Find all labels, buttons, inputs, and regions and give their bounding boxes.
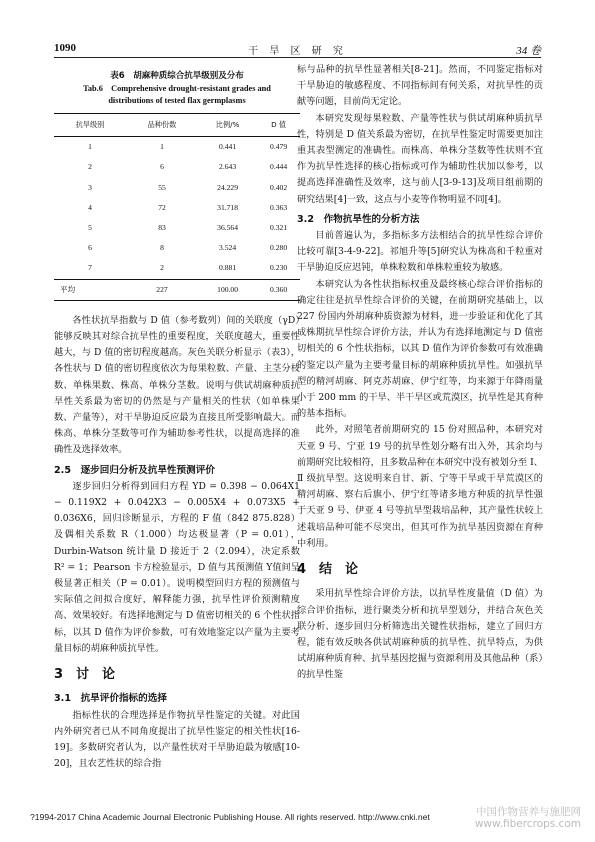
table-cell: 0.479: [270, 142, 288, 152]
table-cell: 72: [158, 202, 166, 212]
table-cell: 36.564: [217, 223, 239, 233]
table-row: [54, 218, 300, 238]
column-header: D 值: [257, 114, 300, 137]
column-header: 品种份数: [126, 114, 198, 137]
table-row: [54, 178, 300, 198]
page-number: 1090: [54, 42, 76, 54]
table-cell: 5: [88, 223, 92, 233]
table-cell: 0.280: [270, 243, 288, 253]
copyright-footer: ?1994-2017 China Academic Journal Electronic Publishing House. All rights reserved. http://www.cnki.net: [30, 812, 430, 822]
table-cell: 0.360: [257, 279, 300, 300]
header-rule: [54, 57, 541, 58]
table-cell: 4: [88, 202, 92, 212]
section-heading-3: 3 讨 论: [54, 667, 116, 683]
watermark-url: www.fibercrops.com: [474, 818, 581, 830]
table-cell: 平均: [54, 279, 126, 300]
table-row: [54, 198, 300, 218]
table-cell: 0.402: [270, 182, 288, 192]
table-cell: 0.881: [219, 263, 237, 273]
table-cell: 0.441: [219, 142, 237, 152]
paragraph: 本研究发现每果粒数、产量等性状与供试胡麻种质抗旱性，特别是 D 值关系最为密切，在抗旱性鉴定时需要更加注重其表型测定的准确性。而株高、单株分茎数等性状则不宜作为抗旱性选择的核心指标或可作为辅助性状加以参考，以提高选择准确性及效率，这与前人[3-9-13]及项目组前期的研究结果[4]一致，这点与小麦等作物明显不同[4]。: [297, 112, 543, 205]
table-header-row: [54, 114, 300, 137]
table-cell: 2: [160, 263, 164, 273]
paragraph: 各性状抗旱指数与 D 值（参考数列）间的关联度（γD）能够反映其对综合抗旱性的重要程度，关联度越大，重要性越大，与 D 值的密切程度越高。灰色关联分析显示（表3），各性状与 D 值的密切程度依次为每果粒数、产量、主茎分枝数、单株果数、株高、单株分茎数。说明与供试胡麻种质抗旱性关系最为密切的仍然是与产量相关的性状（如单株果数、产量等），对干旱胁迫反应最为直接且所受影响最大。而株高、单株分茎数等可作为辅助参考性状，以提高选择的准确性及选择效率。: [54, 314, 300, 456]
table-average-row: [54, 279, 300, 300]
column-header: 抗旱级别: [54, 114, 126, 137]
table-cell: 24.229: [217, 182, 239, 192]
paragraph: 本研究认为各性状指标权重及最终核心综合评价指标的确定往往是抗旱性综合评价的关键，在前期研究基础上，以 227 份国内外胡麻种质资源为材料，进一步验证和优化了其成株期抗旱性综合评价方法，并认为有选择地测定与 D 值密切相关的 6 个性状指标，以其 D 值作为评价参数可有效准确的鉴定以产量为主要考量目标的胡麻种质抗旱性。如强抗旱型的精河胡麻、阿克苏胡麻、伊宁红等，均来源于年降雨量小于 200 mm 的干旱、半干旱区或荒漠区，抗旱性是其育种的基本指标。: [297, 278, 543, 420]
table-cell: 83: [158, 223, 166, 233]
table-cell: 0.363: [270, 202, 288, 212]
table-cell: 8: [160, 243, 164, 253]
table-row: [54, 137, 300, 158]
table-cell: 31.718: [217, 202, 239, 212]
running-header: [54, 38, 541, 56]
paragraph: 逐步回归分析得到回归方程 YD = 0.398 − 0.064X1 − 0.119X2 + 0.042X3 − 0.005X4 + 0.073X5 + 0.036X6，回归诊断显示，方程的 F 值（842 875.828）及偶相关系数 R（1.000）均达极显著（P = 0.01），Durbin-Watson 统计量 D 接近于 2（2.094），决定系数 R² = 1；Pearson 卡方检验显示，D 值与其预测值 Y值间呈极显著正相关（P = 0.01）。说明模型回归方程的预测值与实际值之间拟合度好，解释能力强，抗旱性评价预测精度高、效果较好。有选择地测定与 D 值密切相关的 6 个性状指标，以其 D 值作为评价参数，可有效地鉴定以产量为主要考量目标的胡麻种质抗旱性。: [54, 480, 300, 654]
section-heading-2-5: 2.5 逐步回归分析及抗旱性预测评价: [54, 464, 215, 476]
journal-title: 干 旱 区 研 究: [248, 46, 347, 57]
volume-label: 34 卷: [516, 45, 541, 57]
watermark-cn: 中国作物营养与施肥网: [476, 806, 581, 818]
table-cell: 6: [88, 243, 92, 253]
section-heading-4: 4 结 论: [297, 562, 359, 578]
table-caption-cn: 表6 胡麻种质综合抗旱级别及分布: [110, 71, 244, 81]
paragraph: 采用抗旱性综合评价方法，以抗旱性度量值（D 值）为综合评价指标，进行聚类分析和抗旱型划分，并结合灰色关联分析、逐步回归分析筛选出关键性状指标，建立了回归方程，能有效反映各供试胡麻种质的抗旱性、抗旱特点，为供试胡麻种质育种、抗旱基因挖掘与资源利用及其他品种（系）的抗旱性鉴: [297, 588, 543, 681]
paragraph: 此外，对照笔者前期研究的 15 份对照品种，本研究对天亚 9 号、宁亚 19 号的抗旱性划分略有出入外，其余均与前期研究比较相符，且多数品种在本研究中没有被划分至 Ⅰ、Ⅱ 级抗旱型。这说明来自甘、新、宁等干旱或干旱荒漠区的精河胡麻、察右后旗小、伊宁红等诸多地方种质的抗旱性强于天亚 9 号、伊亚 4 号等抗旱型栽培品种，其产量性状较上述栽培品种可能不尽突出，但其可作为抗旱基因资源在育种中利用。: [297, 424, 543, 549]
left-column: [54, 62, 300, 772]
paragraph: 指标性状的合理选择是作物抗旱性鉴定的关键。对此国内外研究者已从不同角度提出了抗旱性鉴定的相关性状[16-19]。多数研究者认为，以产量性状对干旱胁迫最为敏感[10-20]，且农艺性状的综合指: [54, 709, 300, 770]
table-cell: 3.524: [219, 243, 237, 253]
table-cell: 100.00: [198, 279, 257, 300]
table-row: [54, 157, 300, 177]
table-cell: 3: [88, 182, 92, 192]
right-column: [297, 62, 543, 684]
table-cell: 1: [160, 142, 164, 152]
table-caption-en: Tab.6 Comprehensive drought-resistant grades and distributions of tested flax germplasms: [83, 84, 271, 105]
column-header: 比例/%: [198, 114, 257, 137]
section-heading-3-1: 3.1 抗旱评价指标的选择: [54, 693, 167, 705]
table-cell: 227: [126, 279, 198, 300]
table-cell: 6: [160, 162, 164, 172]
paragraph: 标与品种的抗旱性显著相关[8-21]。然而，不同鉴定指标对干旱胁迫的敏感程度、不同指标间有何关系，对抗旱性的贡献等问题，目前尚无定论。: [297, 64, 543, 108]
table-cell: 2.643: [219, 162, 237, 172]
table-cell: 0.444: [270, 162, 288, 172]
table-cell: 0.230: [270, 263, 288, 273]
table-cell: 2: [88, 162, 92, 172]
drought-grade-table: [54, 113, 300, 301]
table-row: [54, 258, 300, 279]
table-row: [54, 238, 300, 258]
table-cell: 0.321: [270, 223, 288, 233]
table-cell: 1: [88, 142, 92, 152]
table-cell: 55: [158, 182, 166, 192]
section-heading-3-2: 3.2 作物抗旱性的分析方法: [297, 213, 420, 225]
paragraph: 目前普遍认为，多指标多方法相结合的抗旱性综合评价比较可靠[3-4-9-22]。祁旭升等[5]研究认为株高和千粒重对干旱胁迫反应迟钝，单株粒数和单株粒重较为敏感。: [297, 230, 543, 274]
table-cell: 7: [88, 263, 92, 273]
watermark: [475, 806, 581, 830]
